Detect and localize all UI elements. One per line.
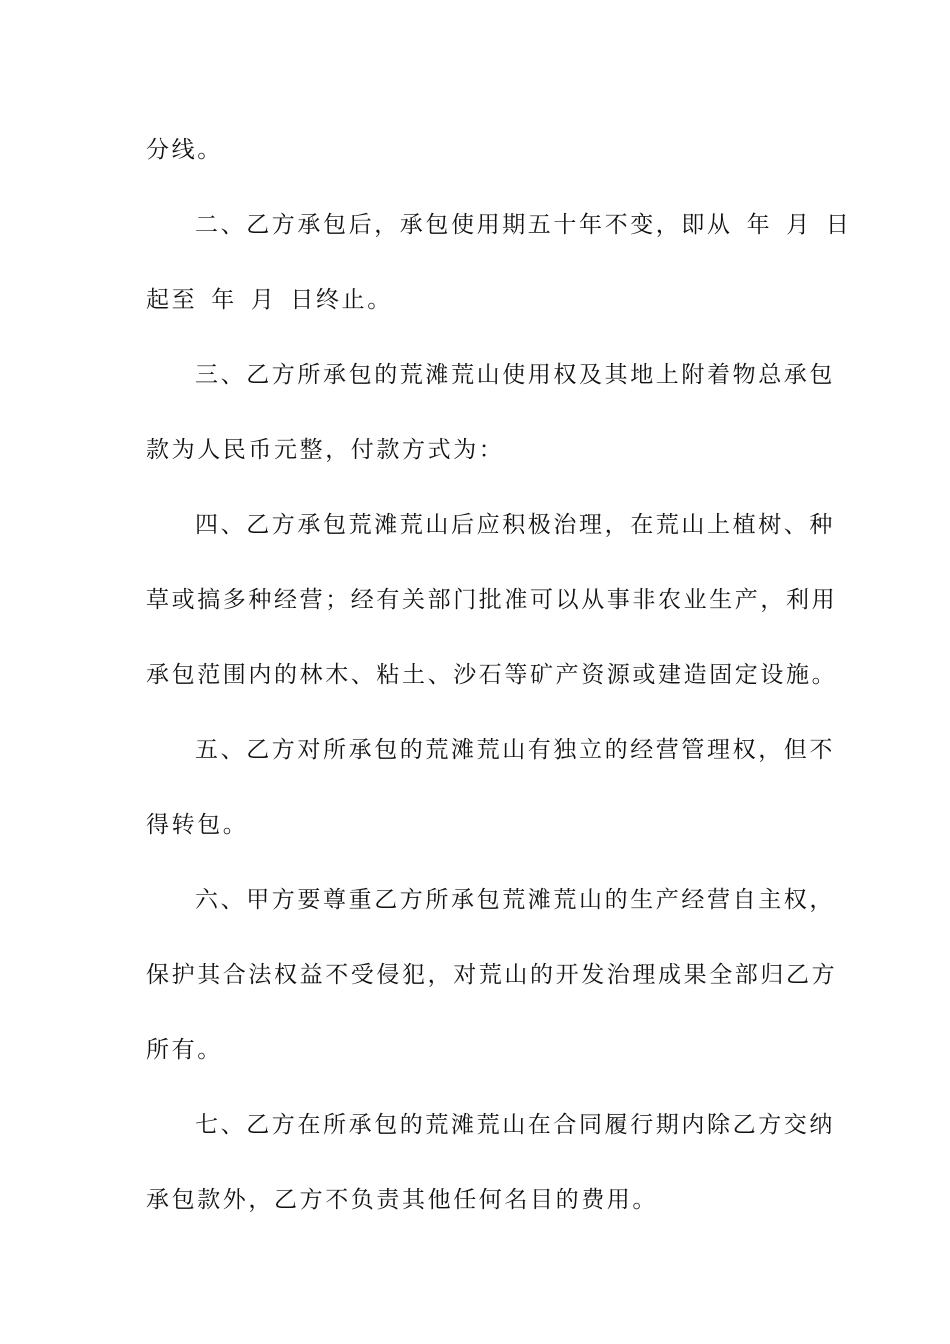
day-label: 日 (825, 212, 852, 238)
text-line: 七、乙方在所承包的荒滩荒山在合同履行期内除乙方交纳 (195, 1112, 835, 1138)
line-fen-xian (146, 135, 806, 165)
text-line: 草或搞多种经营；经有关部门批准可以从事非农业生产，利用 (146, 587, 838, 613)
clause-seven-line-2 (146, 1185, 806, 1215)
clause-two-line-2 (146, 285, 806, 315)
text-line: 所有。 (146, 1037, 223, 1063)
text-line: 承包款外，乙方不负责其他任何名目的费用。 (146, 1187, 658, 1213)
year-label: 年 (211, 287, 237, 313)
clause-six-line-1 (195, 885, 835, 915)
text-line: 承包范围内的林木、粘土、沙石等矿产资源或建造固定设施。 (146, 662, 838, 688)
clause-six-line-3 (146, 1035, 806, 1065)
text-line: 四、乙方承包荒滩荒山后应积极治理，在荒山上植树、种 (195, 512, 835, 538)
text-line: 三、乙方所承包的荒滩荒山使用权及其地上附着物总承包 (195, 362, 835, 388)
clause-four-line-2 (146, 585, 838, 615)
text-line: 款为人民币元整，付款方式为： (146, 437, 505, 463)
clause-three-line-1 (195, 360, 835, 390)
text-line: 分线。 (146, 137, 223, 163)
month-label: 月 (250, 287, 277, 313)
year-label: 年 (746, 212, 773, 238)
clause-two-line-1 (195, 210, 852, 240)
clause-five-line-2 (146, 810, 806, 840)
clause-six-line-2 (146, 960, 838, 990)
text-line: 得转包。 (146, 812, 249, 838)
clause-four-line-3 (146, 660, 838, 690)
text-line: 保护其合法权益不受侵犯，对荒山的开发治理成果全部归乙方 (146, 962, 838, 988)
text-line: 起至 (146, 287, 198, 313)
clause-four-line-1 (195, 510, 835, 540)
month-label: 月 (786, 212, 812, 238)
clause-five-line-1 (195, 735, 835, 765)
clause-seven-line-1 (195, 1110, 835, 1140)
text-line: 二、乙方承包后，承包使用期五十年不变，即从 (195, 212, 733, 238)
day-end-label: 日终止。 (290, 287, 393, 313)
text-line: 五、乙方对所承包的荒滩荒山有独立的经营管理权，但不 (195, 737, 835, 763)
clause-three-line-2 (146, 435, 806, 465)
text-line: 六、甲方要尊重乙方所承包荒滩荒山的生产经营自主权， (195, 887, 835, 913)
